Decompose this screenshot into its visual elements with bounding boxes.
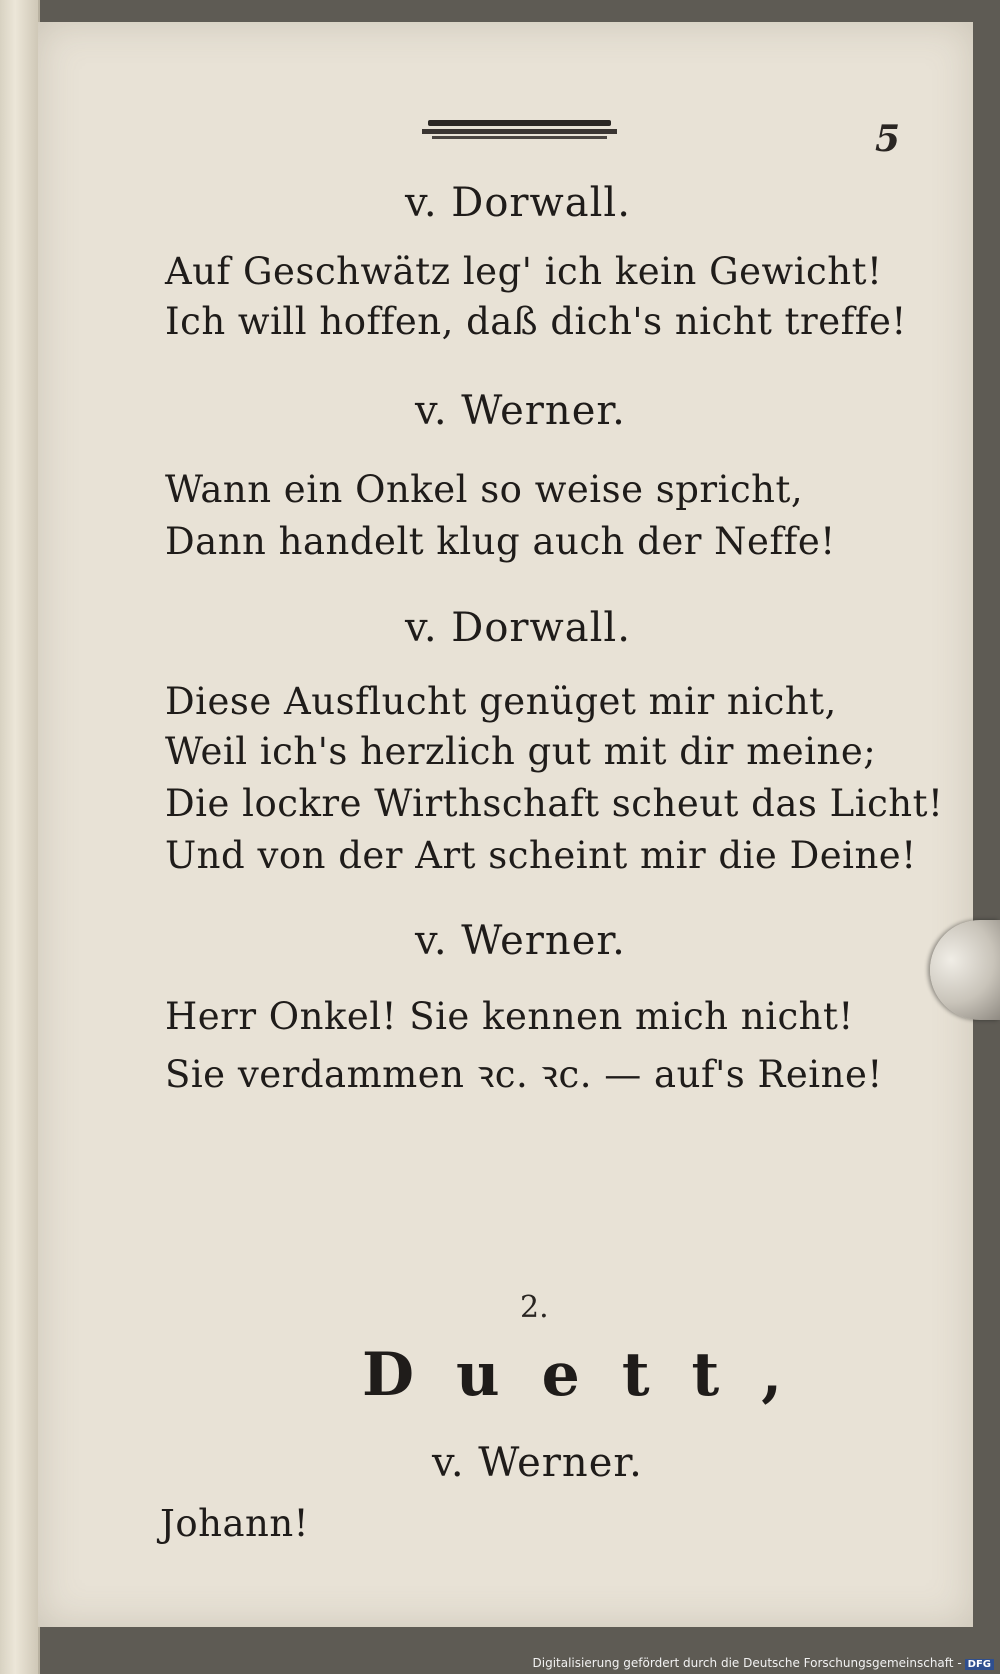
verse-line: Johann!: [160, 1502, 310, 1545]
speaker-heading: v. Dorwall.: [405, 605, 631, 651]
verse-line: Wann ein Onkel so weise spricht,: [165, 468, 804, 511]
speaker-heading: v. Dorwall.: [405, 180, 631, 226]
verse-line: Sie verdammen ꝛc. ꝛc. — auf's Reine!: [165, 1053, 883, 1096]
footer-text: Digitalisierung gefördert durch die Deutsche Forschungsgemeinschaft -: [532, 1656, 962, 1670]
header-ornament-rule: [422, 120, 617, 142]
page-number: 5: [875, 118, 901, 160]
verse-line: Die lockre Wirthschaft scheut das Licht!: [165, 782, 944, 825]
section-title: Duett,: [362, 1340, 825, 1410]
verse-line: Weil ich's herzlich gut mit dir meine;: [165, 730, 877, 773]
speaker-heading: v. Werner.: [415, 388, 626, 434]
section-number: 2.: [520, 1290, 549, 1325]
verse-line: Auf Geschwätz leg' ich kein Gewicht!: [165, 250, 883, 293]
speaker-heading: v. Werner.: [432, 1440, 643, 1486]
verse-line: Diese Ausflucht genüget mir nicht,: [165, 680, 837, 723]
book-spine-edge: [0, 0, 40, 1674]
dfg-logo: DFG: [965, 1659, 994, 1670]
verse-line: Dann handelt klug auch der Neffe!: [165, 520, 836, 563]
verse-line: Ich will hoffen, daß dich's nicht treffe!: [165, 300, 907, 343]
digitization-credit: [533, 1656, 995, 1670]
speaker-heading: v. Werner.: [415, 918, 626, 964]
verse-line: Und von der Art scheint mir die Deine!: [165, 834, 917, 877]
verse-line: Herr Onkel! Sie kennen mich nicht!: [165, 995, 854, 1038]
